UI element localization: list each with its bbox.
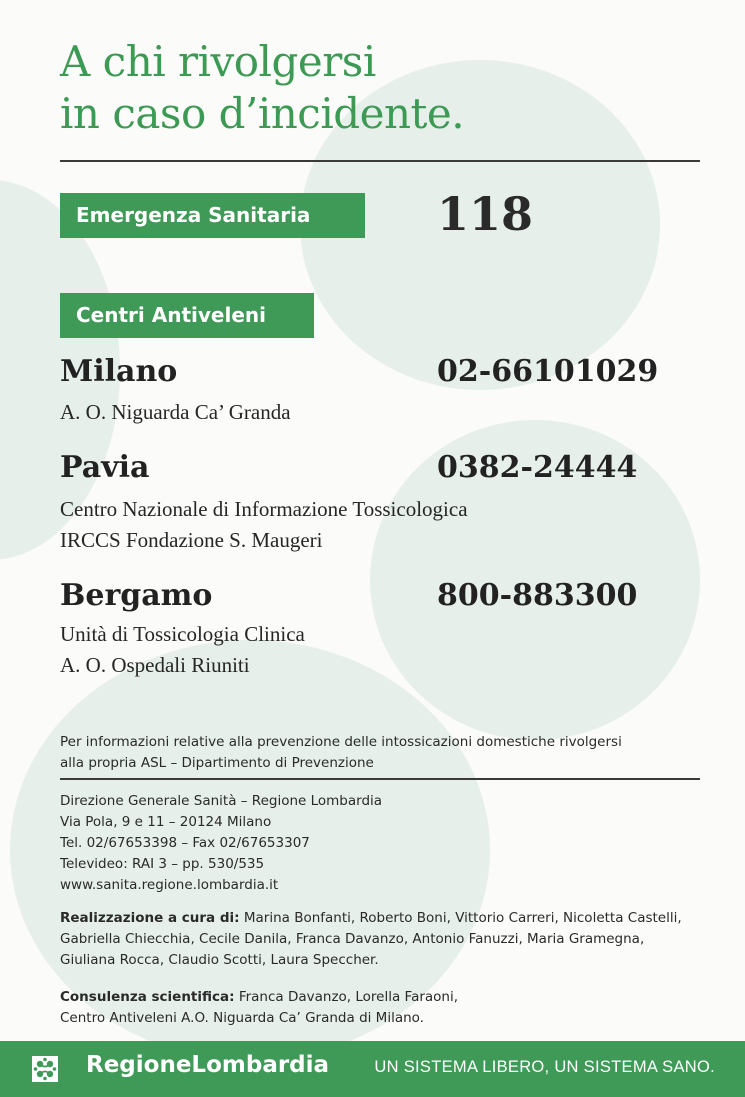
info-line: Per informazioni relative alla prevenzione delle intossicazioni domestiche rivolgersi (60, 734, 622, 750)
consulting-block (60, 987, 458, 1029)
contact-line: Direzione Generale Sanità – Regione Lombardia (60, 793, 383, 809)
center-phone[interactable]: 0382-24444 (437, 450, 638, 485)
contact-line: Televideo: RAI 3 – pp. 530/535 (60, 856, 265, 872)
center-phone[interactable]: 800-883300 (437, 578, 638, 613)
antiveleni-label: Centri Antiveleni (60, 293, 314, 338)
center-detail: Centro Nazionale di Informazione Tossicologica (60, 497, 468, 521)
website-link[interactable]: www.sanita.regione.lombardia.it (60, 877, 279, 893)
prevention-info (60, 732, 622, 774)
center-phone[interactable]: 02-66101029 (437, 354, 659, 389)
rosa-camuna-icon (32, 1056, 58, 1082)
credits-text: Gabriella Chiecchia, Cecile Danila, Franca Davanzo, Antonio Fanuzzi, Maria Gramegna, (60, 931, 645, 947)
credits-block (60, 908, 682, 971)
emergency-number[interactable]: 118 (437, 187, 534, 241)
slogan: UN SISTEMA LIBERO, UN SISTEMA SANO. (374, 1058, 715, 1076)
info-divider (60, 778, 700, 780)
title-divider (60, 160, 700, 162)
center-detail: A. O. Niguarda Ca’ Granda (60, 400, 291, 424)
page-title (60, 36, 464, 140)
center-detail: A. O. Ospedali Riuniti (60, 653, 250, 677)
center-city: Milano (60, 354, 178, 389)
contact-block (60, 791, 382, 896)
title-line: A chi rivolgersi (60, 37, 376, 86)
info-line: alla propria ASL – Dipartimento di Prevenzione (60, 755, 374, 771)
contact-line: Tel. 02/67653398 – Fax 02/67653307 (60, 835, 310, 851)
brand-name: RegioneLombardia (86, 1052, 330, 1078)
title-line: in caso d’incidente. (60, 89, 465, 138)
consulting-text: Franca Davanzo, Lorella Faraoni, (234, 989, 459, 1005)
center-detail: IRCCS Fondazione S. Maugeri (60, 528, 323, 552)
center-city: Bergamo (60, 578, 213, 613)
credits-text: Giuliana Rocca, Claudio Scotti, Laura Speccher. (60, 952, 379, 968)
credits-text: Marina Bonfanti, Roberto Boni, Vittorio Carreri, Nicoletta Castelli, (239, 910, 682, 926)
center-detail: Unità di Tossicologia Clinica (60, 622, 305, 646)
consulting-label: Consulenza scientifica: (60, 989, 235, 1005)
contact-line: Via Pola, 9 e 11 – 20124 Milano (60, 814, 272, 830)
consulting-text: Centro Antiveleni A.O. Niguarda Ca’ Granda di Milano. (60, 1010, 424, 1026)
emergency-label: Emergenza Sanitaria (60, 193, 365, 238)
center-city: Pavia (60, 450, 150, 485)
credits-label: Realizzazione a cura di: (60, 910, 240, 926)
footer-bar (0, 1041, 745, 1097)
